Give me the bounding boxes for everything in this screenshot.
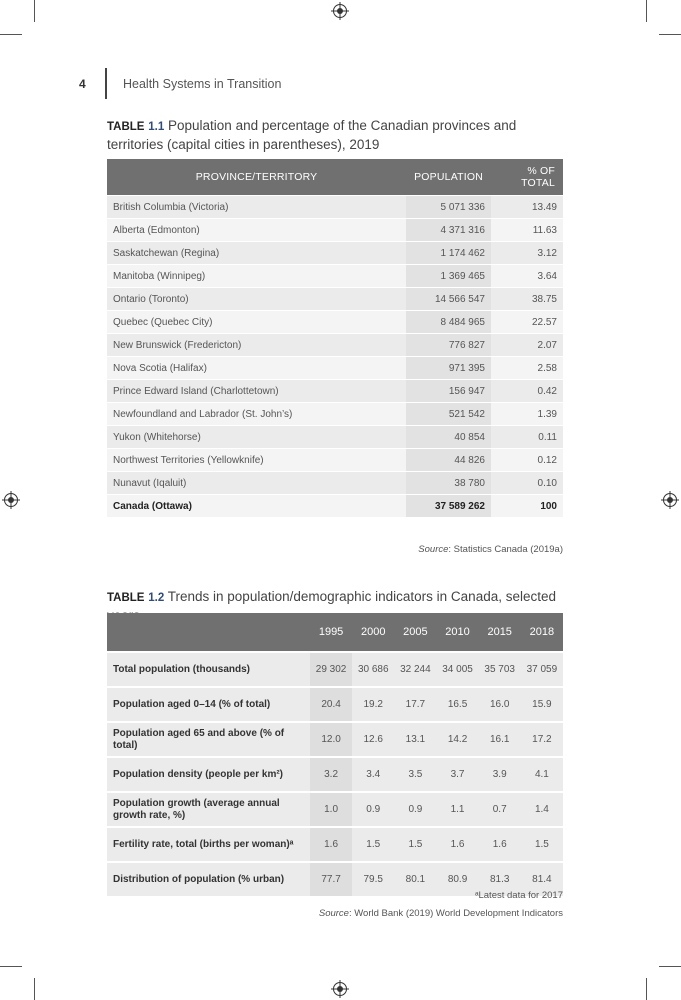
- table-row: [107, 357, 563, 380]
- value-cell: 81.4: [521, 862, 563, 896]
- population-cell: 40 854: [406, 426, 491, 449]
- population-cell: 38 780: [406, 472, 491, 495]
- population-cell: 14 566 547: [406, 288, 491, 311]
- source-label: Source: [318, 908, 349, 919]
- value-cell: 0.9: [352, 792, 394, 827]
- value-cell: 3.2: [310, 757, 352, 792]
- value-cell: 12.6: [352, 722, 394, 757]
- percent-cell: 2.58: [491, 357, 563, 380]
- table1-number: 1.1: [148, 121, 165, 133]
- province-cell: Prince Edward Island (Charlottetown): [107, 380, 406, 403]
- value-cell: 13.1: [394, 722, 436, 757]
- province-cell: British Columbia (Victoria): [107, 196, 406, 219]
- year-header: 2018: [521, 613, 563, 652]
- value-cell: 3.7: [436, 757, 478, 792]
- value-cell: 80.9: [436, 862, 478, 896]
- table-row: [107, 196, 563, 219]
- value-cell: 35 703: [479, 652, 521, 687]
- table-row: [107, 792, 563, 827]
- value-cell: 79.5: [352, 862, 394, 896]
- percent-cell: 1.39: [491, 403, 563, 426]
- column-header-blank: [107, 613, 310, 652]
- table-row: [107, 757, 563, 792]
- value-cell: 1.6: [310, 827, 352, 862]
- table1-tag: TABLE: [107, 121, 145, 133]
- registration-mark-icon: [333, 4, 347, 18]
- value-cell: 3.9: [479, 757, 521, 792]
- source-label: Source: [418, 544, 449, 555]
- value-cell: 37 059: [521, 652, 563, 687]
- crop-mark: [659, 34, 681, 35]
- column-header: % OF TOTAL: [491, 159, 563, 196]
- table-row: [107, 219, 563, 242]
- value-cell: 19.2: [352, 687, 394, 722]
- value-cell: 77.7: [310, 862, 352, 896]
- value-cell: 1.5: [394, 827, 436, 862]
- province-cell: Newfoundland and Labrador (St. John’s): [107, 403, 406, 426]
- column-header: PROVINCE/TERRITORY: [107, 159, 406, 196]
- value-cell: 17.7: [394, 687, 436, 722]
- value-cell: 20.4: [310, 687, 352, 722]
- province-cell: Quebec (Quebec City): [107, 311, 406, 334]
- percent-cell: 0.42: [491, 380, 563, 403]
- year-header: 2005: [394, 613, 436, 652]
- province-cell: Nova Scotia (Halifax): [107, 357, 406, 380]
- percent-cell: 3.12: [491, 242, 563, 265]
- table-row: [107, 426, 563, 449]
- table-row: [107, 403, 563, 426]
- population-cell: 156 947: [406, 380, 491, 403]
- value-cell: 1.0: [310, 792, 352, 827]
- value-cell: 1.6: [436, 827, 478, 862]
- table1-caption-text: Population and percentage of the Canadian provinces and territories (capital cities in parentheses), 2019: [107, 118, 517, 152]
- indicator-label: Population aged 65 and above (% of total): [107, 722, 310, 757]
- indicator-label: Population aged 0–14 (% of total): [107, 687, 310, 722]
- header-divider: [105, 68, 107, 99]
- value-cell: 3.4: [352, 757, 394, 792]
- table2-tag: TABLE: [107, 592, 145, 604]
- population-cell: 1 369 465: [406, 265, 491, 288]
- column-header: POPULATION: [406, 159, 491, 196]
- province-cell: Nunavut (Iqaluit): [107, 472, 406, 495]
- percent-cell: 11.63: [491, 219, 563, 242]
- value-cell: 15.9: [521, 687, 563, 722]
- percent-cell: 38.75: [491, 288, 563, 311]
- table2-number: 1.2: [148, 592, 165, 604]
- province-cell: Saskatchewan (Regina): [107, 242, 406, 265]
- crop-mark: [646, 0, 647, 22]
- running-head: Health Systems in Transition: [123, 77, 282, 91]
- table-row: [107, 449, 563, 472]
- table-row: [107, 652, 563, 687]
- crop-mark: [34, 978, 35, 1000]
- value-cell: 29 302: [310, 652, 352, 687]
- year-header: 2010: [436, 613, 478, 652]
- population-cell: 521 542: [406, 403, 491, 426]
- value-cell: 30 686: [352, 652, 394, 687]
- value-cell: 3.5: [394, 757, 436, 792]
- registration-mark-icon: [4, 493, 18, 507]
- percent-cell: 22.57: [491, 311, 563, 334]
- population-cell: 971 395: [406, 357, 491, 380]
- population-cell: 8 484 965: [406, 311, 491, 334]
- population-cell: 776 827: [406, 334, 491, 357]
- indicator-label: Fertility rate, total (births per woman)ᵃ: [107, 827, 310, 862]
- table2-source: [319, 908, 563, 919]
- population-cell: 4 371 316: [406, 219, 491, 242]
- value-cell: 32 244: [394, 652, 436, 687]
- province-cell: Yukon (Whitehorse): [107, 426, 406, 449]
- table2-footnote: ᵃLatest data for 2017: [474, 890, 563, 901]
- percent-cell: 100: [491, 495, 563, 518]
- percent-cell: 0.12: [491, 449, 563, 472]
- table-row: [107, 827, 563, 862]
- value-cell: 34 005: [436, 652, 478, 687]
- population-cell: 44 826: [406, 449, 491, 472]
- value-cell: 1.5: [352, 827, 394, 862]
- table-row: [107, 242, 563, 265]
- population-table: [107, 159, 563, 517]
- population-cell: 5 071 336: [406, 196, 491, 219]
- province-cell: Northwest Territories (Yellowknife): [107, 449, 406, 472]
- percent-cell: 13.49: [491, 196, 563, 219]
- registration-mark-icon: [333, 982, 347, 996]
- table-row: [107, 380, 563, 403]
- demographic-indicators-table: [107, 613, 563, 896]
- crop-mark: [0, 966, 22, 967]
- indicator-label: Distribution of population (% urban): [107, 862, 310, 896]
- value-cell: 1.6: [479, 827, 521, 862]
- value-cell: 16.1: [479, 722, 521, 757]
- province-cell: New Brunswick (Fredericton): [107, 334, 406, 357]
- indicator-label: Total population (thousands): [107, 652, 310, 687]
- value-cell: 1.4: [521, 792, 563, 827]
- table-row: [107, 722, 563, 757]
- value-cell: 12.0: [310, 722, 352, 757]
- percent-cell: 0.10: [491, 472, 563, 495]
- value-cell: 14.2: [436, 722, 478, 757]
- province-cell: Ontario (Toronto): [107, 288, 406, 311]
- table1-source: [418, 544, 563, 555]
- indicator-label: Population density (people per km²): [107, 757, 310, 792]
- crop-mark: [0, 34, 22, 35]
- value-cell: 17.2: [521, 722, 563, 757]
- year-header: 2000: [352, 613, 394, 652]
- percent-cell: 3.64: [491, 265, 563, 288]
- page-number: 4: [79, 77, 86, 91]
- population-cell: 37 589 262: [406, 495, 491, 518]
- percent-cell: 0.11: [491, 426, 563, 449]
- province-cell: Canada (Ottawa): [107, 495, 406, 518]
- source-text: : Statistics Canada (2019a): [448, 544, 563, 555]
- population-cell: 1 174 462: [406, 242, 491, 265]
- table2-caption-text: Trends in population/demographic indicators in Canada, selected: [167, 589, 557, 604]
- table-row: [107, 265, 563, 288]
- crop-mark: [659, 966, 681, 967]
- percent-cell: 2.07: [491, 334, 563, 357]
- crop-mark: [34, 0, 35, 22]
- indicator-label: Population growth (average annual growth rate, %): [107, 792, 310, 827]
- table-row: [107, 288, 563, 311]
- value-cell: 0.9: [394, 792, 436, 827]
- value-cell: 16.5: [436, 687, 478, 722]
- province-cell: Alberta (Edmonton): [107, 219, 406, 242]
- crop-mark: [646, 978, 647, 1000]
- table-row: [107, 472, 563, 495]
- value-cell: 1.5: [521, 827, 563, 862]
- value-cell: 81.3: [479, 862, 521, 896]
- value-cell: 80.1: [394, 862, 436, 896]
- table-row: [107, 687, 563, 722]
- year-header: 2015: [479, 613, 521, 652]
- table-row: [107, 334, 563, 357]
- source-text: : World Bank (2019) World Development Indicators: [348, 908, 563, 919]
- value-cell: 0.7: [479, 792, 521, 827]
- value-cell: 4.1: [521, 757, 563, 792]
- registration-mark-icon: [663, 493, 677, 507]
- province-cell: Manitoba (Winnipeg): [107, 265, 406, 288]
- table1-caption: [107, 117, 567, 154]
- table-row: [107, 311, 563, 334]
- table-total-row: [107, 495, 563, 518]
- value-cell: 16.0: [479, 687, 521, 722]
- year-header: 1995: [310, 613, 352, 652]
- value-cell: 1.1: [436, 792, 478, 827]
